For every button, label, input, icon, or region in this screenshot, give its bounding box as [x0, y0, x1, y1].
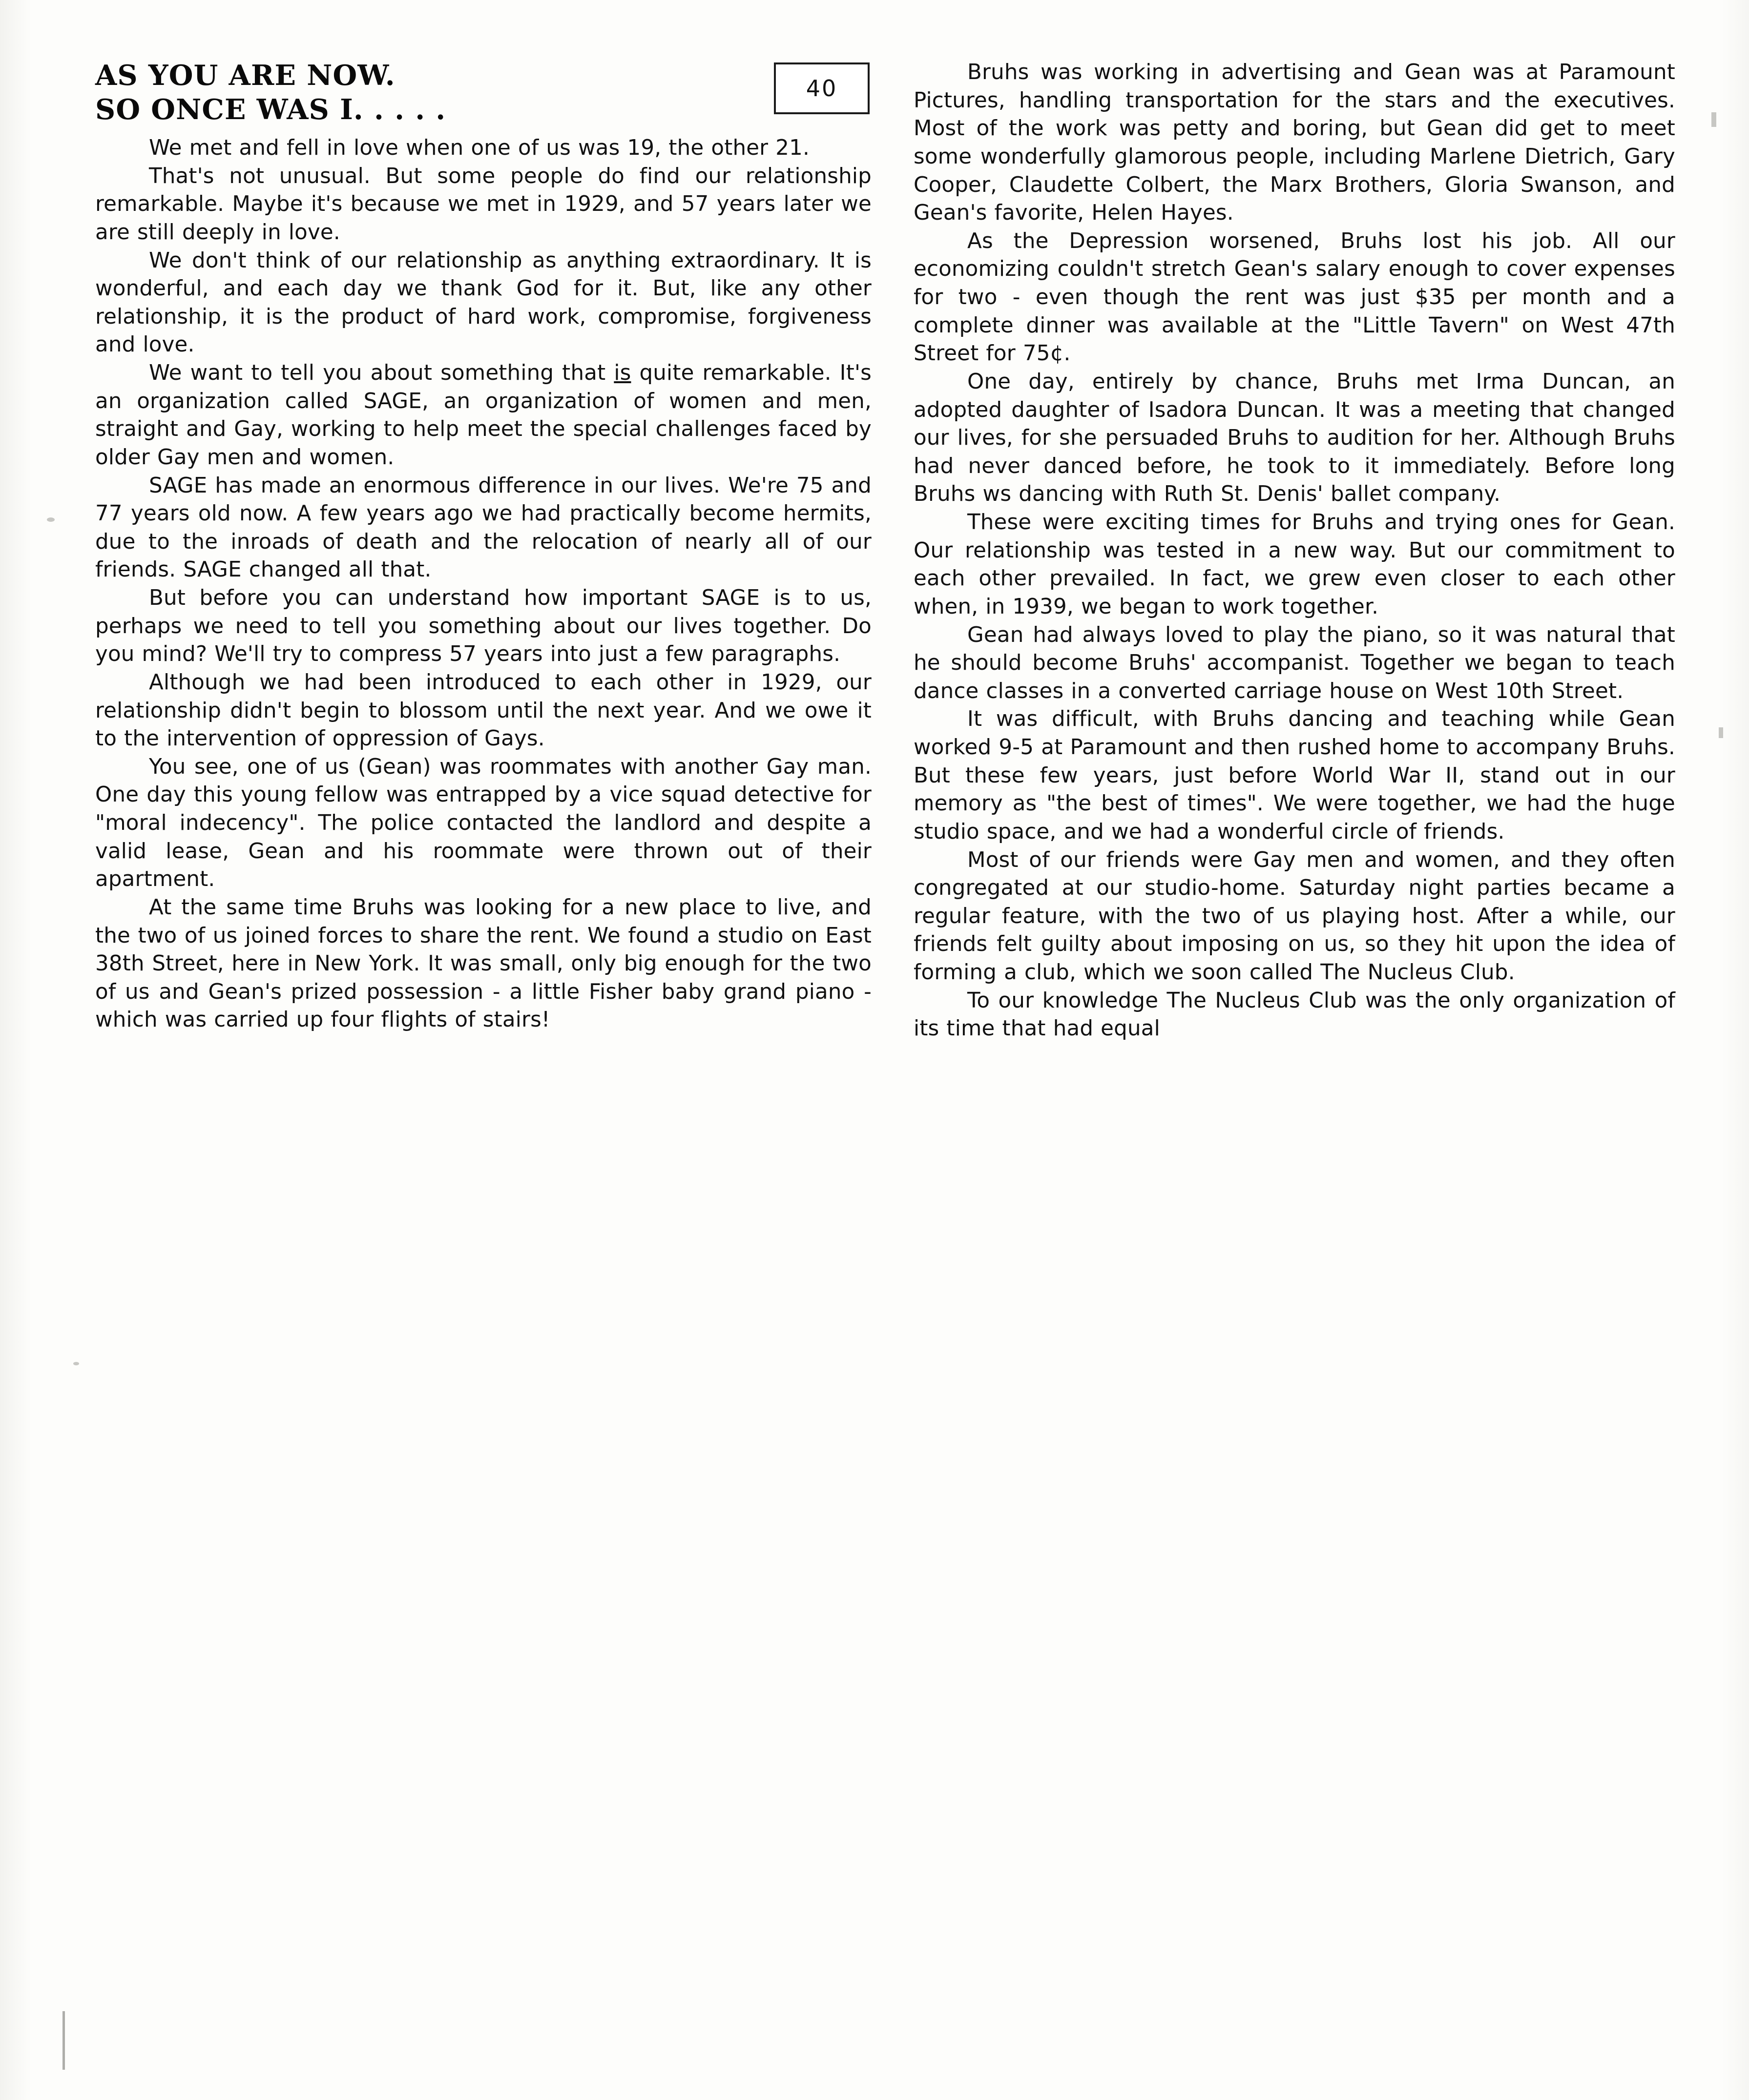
paragraph: Gean had always loved to play the piano, so it was natural that he should become Bruhs' accompanist. Together we began to teach dance classes in a converted carriage house on West 10th Street. [914, 622, 1675, 703]
paragraph: At the same time Bruhs was looking for a new place to live, and the two of us joined forces to share the rent. We found a studio on East 38th Street, here in New York. It was small, only big enough for the two of us and Gean's prized possession - a little Fisher baby grand piano - which was carried up four flights of stairs! [95, 895, 872, 1032]
paragraph: One day, entirely by chance, Bruhs met Irma Duncan, an adopted daughter of Isadora Duncan. It was a meeting that changed our lives, for she persuaded Bruhs to audition for her. Although Bruhs had never danced before, he took to it immediately. Before long Bruhs ws dancing with Ruth St. Denis' ballet company. [914, 369, 1675, 507]
article-columns [95, 59, 1677, 1043]
scan-artifact-mark [62, 2011, 65, 2070]
paragraph: That's not unusual. But some people do find our relationship remarkable. Maybe it's because we met in 1929, and 57 years later we are still deeply in love. [95, 164, 872, 245]
headline-line-2: SO ONCE WAS I. . . . . [95, 93, 446, 126]
scan-speck [1719, 727, 1723, 738]
article-headline [95, 59, 872, 126]
paragraph: As the Depression worsened, Bruhs lost his job. All our economizing couldn't stretch Gean's salary enough to cover expenses for two - even though the rent was just $35 per month and a complete dinner was available at the "Little Tavern" on West 47th Street for 75¢. [914, 228, 1675, 366]
paragraph: Bruhs was working in advertising and Gean was at Paramount Pictures, handling transportation for the stars and the executives. Most of the work was petty and boring, but Gean did get to meet some wonderfully glamorous people, including Marlene Dietrich, Gary Cooper, Claudette Colbert, the Marx Brothers, Gloria Swanson, and Gean's favorite, Helen Hayes. [914, 60, 1675, 226]
right-column [914, 59, 1675, 1043]
paragraph: You see, one of us (Gean) was roommates with another Gay man. One day this young fellow was entrapped by a vice squad detective for "moral indecency". The police contacted the landlord and despite a valid lease, Gean and his roommate were thrown out of their apartment. [95, 754, 872, 892]
page-edge-shadow-right [1715, 0, 1749, 2100]
page-number: 40 [806, 75, 838, 102]
paragraph: We don't think of our relationship as anything extraordinary. It is wonderful, and each day we thank God for it. But, like any other relationship, it is the product of hard work, compromise, forgiveness and love. [95, 248, 872, 357]
headline-line-1: AS YOU ARE NOW. [95, 59, 396, 92]
left-column [95, 59, 872, 1043]
paragraph: Most of our friends were Gay men and women, and they often congregated at our studio-home. Saturday night parties became a regular feature, with the two of us playing host. After a while, our friends felt guilty about imposing on us, so they hit upon the idea of forming a club, which we soon called The Nucleus Club. [914, 847, 1675, 985]
paragraph: Although we had been introduced to each other in 1929, our relationship didn't begin to blossom until the next year. And we owe it to the intervention of oppression of Gays. [95, 670, 872, 751]
paragraph: It was difficult, with Bruhs dancing and teaching while Gean worked 9-5 at Paramount and then rushed home to accompany Bruhs. But these few years, just before World War II, stand out in our memory as "the best of times". We were together, we had the huge studio space, and we had a wonderful circle of friends. [914, 707, 1675, 844]
scan-speck [47, 517, 55, 522]
paragraph: SAGE has made an enormous difference in our lives. We're 75 and 77 years old now. A few years ago we had practically become hermits, due to the inroads of death and the relocation of nearly all of our friends. SAGE changed all that. [95, 473, 872, 582]
paragraph: These were exciting times for Bruhs and trying ones for Gean. Our relationship was tested in a new way. But our commitment to each other prevailed. In fact, we grew even closer to each other when, in 1939, we began to work together. [914, 510, 1675, 619]
scan-speck [1711, 112, 1716, 127]
paragraph: We want to tell you about something that is quite remarkable. It's an organization called SAGE, an organization of women and men, straight and Gay, working to help meet the special challenges faced by older Gay men and women. [95, 361, 872, 470]
paragraph: But before you can understand how important SAGE is to us, perhaps we need to tell you something about our lives together. Do you mind? We'll try to compress 57 years into just a few paragraphs. [95, 586, 872, 667]
paragraph: To our knowledge The Nucleus Club was the only organization of its time that had equal [914, 988, 1675, 1041]
paragraph: We met and fell in love when one of us was 19, the other 21. [149, 136, 810, 161]
scan-speck [73, 1362, 79, 1365]
page-edge-shadow-left [0, 0, 44, 2100]
